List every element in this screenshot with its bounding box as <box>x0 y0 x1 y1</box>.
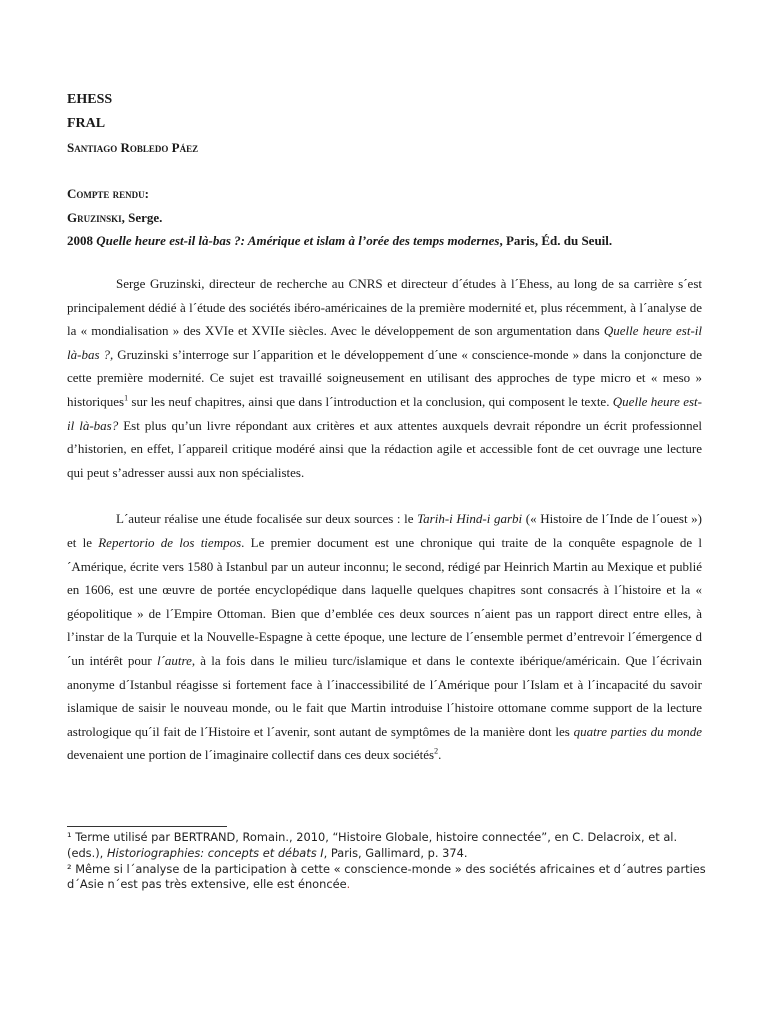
footnote-ref-2[interactable]: 2 <box>434 746 439 756</box>
book-title: Quelle heure est-il là-bas ?: Amérique et islam à l’orée des temps modernes <box>96 233 500 248</box>
footnote-1-mark: ¹ <box>67 830 72 844</box>
p1-text-1: Serge Gruzinski, directeur de recherche au CNRS et directeur d´études à l´Ehess, au long de sa carrière s´est principalement dédié à l´étude des sociétés ibéro-américaines de la première modernité et, plus récemment, à l´analyse de la « mondialisation » des XVIe et XVIIe siècles. Avec le développement de son argumentation dans <box>67 276 702 339</box>
paragraph-1 <box>67 272 702 484</box>
p2-text-1: L´auteur réalise une étude focalisée sur deux sources : le <box>116 511 418 527</box>
footnote-1 <box>67 830 707 862</box>
p2-italic-4: quatre parties du monde <box>573 723 703 739</box>
footnote-1-text-b: , Paris, Gallimard, p. 374. <box>323 845 468 860</box>
footnote-2-period: . <box>346 877 351 892</box>
book-author-surname: Gruzinski <box>67 210 122 225</box>
book-author <box>67 206 702 229</box>
p2-text-2: (« Histoire de l´Inde de l´ouest ») et le <box>67 511 702 550</box>
review-label: Compte rendu: <box>67 186 149 201</box>
book-author-given: , Serge. <box>121 210 163 225</box>
p2-text-4: , à la fois dans le milieu turc/islamique et dans le contexte ibérique/américain. Que l´écrivain anonyme d´Istanbul réagisse si fortement face à l´inaccessibilité de l´Amérique pour l´Islam et à l´incapacité du savoir islamique de saisir le nouveau monde, ou le fait que Martin introduise l´histoire ottomane comme support de la lecture astrologique qu´il fait de l´Histoire et l´avenir, sont autant de symptômes de la manière dont les <box>67 652 702 739</box>
review-body <box>67 272 702 767</box>
p2-italic-2: Repertorio de los tiempos <box>98 534 242 550</box>
p2-text-3: . Le premier document est une chronique qui traite de la conquête espagnole de l´Amérique, écrite vers 1580 à Istanbul par un auteur inconnu; le second, rédigé par Heinrich Martin au Mexique et publié en 1606, est une œuvre de portée encyclopédique dans laquelle quelques chapitres sont consacrés à l´histoire et la « géopolitique » de l´Empire Ottoman. Bien que d’emblée ces deux sources n´aient pas un rapport direct entre elles, à l’instar de la Turquie et la Nouvelle-Espagne à cette époque, une lecture de l´ensemble permet d’entrevoir l´émergence d´un intérêt pour <box>67 534 702 668</box>
footnote-1-text-a: Terme utilisé par BERTRAND, Romain., 2010, “Histoire Globale, histoire connectée”, en C. Delacroix, et al. (eds.), <box>67 830 678 860</box>
footnote-2 <box>67 862 707 894</box>
footnote-ref-1[interactable]: 1 <box>124 393 129 403</box>
p2-italic-1: Tarih-i Hind-i garbi <box>417 511 523 527</box>
footnotes <box>67 830 707 893</box>
p2-text-5: devenaient une portion de l´imaginaire collectif dans ces deux sociétés <box>67 747 435 763</box>
document-page <box>67 88 702 767</box>
p1-text-2: Gruzinski s’interroge sur l´apparition et le développement d´une « conscience-monde » dans la conjoncture de cette première modernité. Ce sujet est travaillé soigneusement en utilisant des approches de type micro et « meso » historiques <box>67 346 703 409</box>
p1-italic-1: Quelle heure est-il là-bas ?, <box>67 323 702 362</box>
institution-line-1: EHESS <box>67 92 113 107</box>
footnote-2-mark: ² <box>67 861 72 876</box>
p2-text-6: . <box>438 747 442 763</box>
footnote-separator <box>67 826 227 827</box>
p2-italic-3: l´autre <box>156 652 192 668</box>
p1-italic-2: Quelle heure est-il là-bas? <box>67 393 703 433</box>
book-citation <box>67 229 702 252</box>
paragraph-2 <box>67 507 702 767</box>
footnote-1-italic: Historiographies: concepts et débats I <box>106 845 324 860</box>
institution-line-2: FRAL <box>67 116 106 131</box>
p1-text-4: Est plus qu’un livre répondant aux critères et aux attentes auxquels devrait répondre un écrit professionnel d’historien, en effet, l´appareil critique modéré ainsi que la rédaction agile et accessible font de cet ouvrage une lecture qui peut s’adresser aussi aux non spécialistes. <box>67 417 702 480</box>
book-year: 2008 <box>67 233 93 248</box>
author-name: Santiago Robledo Páez <box>67 140 199 155</box>
footnote-2-text: Même si l´analyse de la participation à cette « conscience-monde » des sociétés africaines et d´autres parties d´Asie n´est pas très extensive, elle est énoncée <box>67 861 706 892</box>
book-publisher: , Paris, Éd. du Seuil. <box>499 233 613 248</box>
p1-text-3: sur les neuf chapitres, ainsi que dans l´introduction et la conclusion, qui composent le texte. <box>128 393 613 409</box>
